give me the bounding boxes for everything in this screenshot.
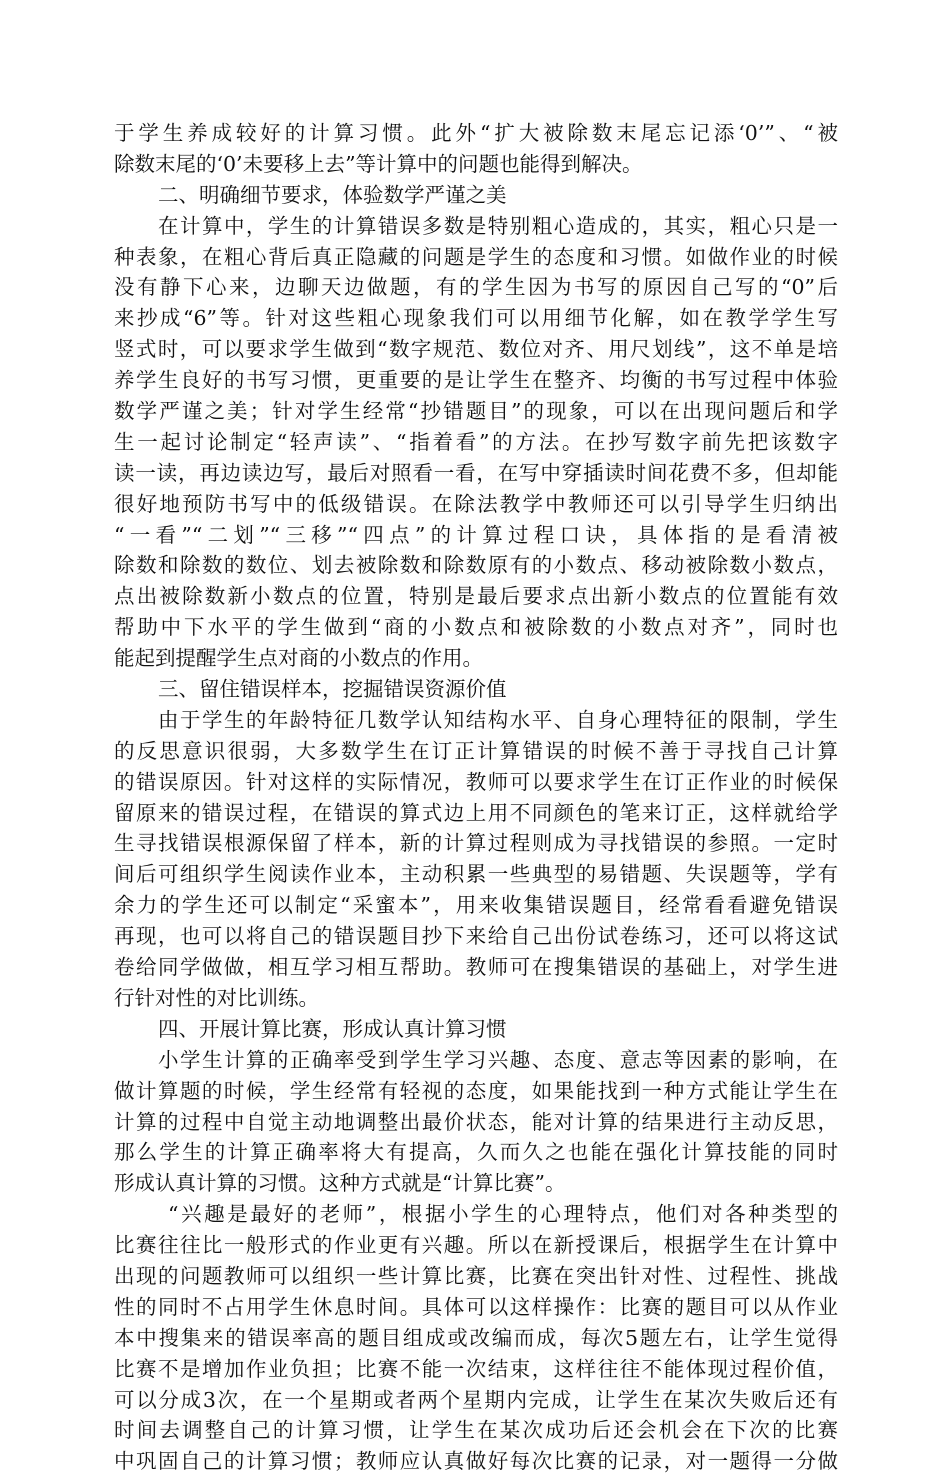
text-line: 再现，也可以将自己的错误题目抄下来给自己出份试卷练习，还可以将这试 bbox=[114, 924, 838, 949]
text-line: 的反思意识很弱，大多数学生在订正计算错误的时候不善于寻找自己计算 bbox=[114, 738, 838, 763]
document-page bbox=[114, 118, 838, 1477]
text-line: 行针对性的对比训练。 bbox=[114, 985, 319, 1010]
text-line: 在计算中，学生的计算错误多数是特别粗心造成的，其实，粗心只是一 bbox=[158, 213, 838, 238]
text-line: 小学生计算的正确率受到学生学习兴趣、态度、意志等因素的影响，在 bbox=[158, 1047, 838, 1072]
text-line: 除数和除数的数位、划去被除数和除数原有的小数点、移动被除数小数点， bbox=[114, 553, 838, 578]
text-line: 生一起讨论制定“轻声读”、“指着看”的方法。在抄写数字前先把该数字 bbox=[114, 429, 838, 454]
text-line: 留原来的错误过程，在错误的算式边上用不同颜色的笔来订正，这样就给学 bbox=[114, 800, 838, 825]
text-line: 出现的问题教师可以组织一些计算比赛，比赛在突出针对性、过程性、挑战 bbox=[114, 1263, 838, 1288]
text-line: 帮助中下水平的学生做到“商的小数点和被除数的小数点对齐”，同时也 bbox=[114, 615, 838, 640]
text-line: 的错误原因。针对这样的实际情况，教师可以要求学生在订正作业的时候保 bbox=[114, 769, 838, 794]
text-line: 种表象，在粗心背后真正隐藏的问题是学生的态度和习惯。如做作业的时候 bbox=[114, 244, 838, 269]
text-line: 可以分成3次，在一个星期或者两个星期内完成，让学生在某次失败后还有 bbox=[114, 1387, 838, 1412]
section-heading: 四、开展计算比赛，形成认真计算习惯 bbox=[158, 1016, 507, 1041]
paragraph bbox=[114, 1199, 838, 1477]
paragraph bbox=[114, 705, 838, 1014]
text-line: 于学生养成较好的计算习惯。此外“扩大被除数末尾忘记添‘0’”、“被 bbox=[114, 121, 838, 145]
text-line: 间后可组织学生阅读作业本，主动积累一些典型的易错题、失误题等，学有 bbox=[114, 862, 838, 887]
text-line: 比赛往往比一般形式的作业更有兴趣。所以在新授课后，根据学生在计算中 bbox=[114, 1233, 838, 1258]
text-line: 本中搜集来的错误率高的题目组成或改编而成，每次5题左右，让学生觉得 bbox=[114, 1325, 838, 1350]
text-line: 余力的学生还可以制定“采蜜本”，用来收集错误题目，经常看看避免错误 bbox=[114, 893, 838, 918]
text-line: 计算的过程中自觉主动地调整出最价状态，能对计算的结果进行主动反思， bbox=[114, 1109, 838, 1134]
text-line: 时间去调整自己的计算习惯，让学生在某次成功后还会机会在下次的比赛 bbox=[114, 1418, 838, 1443]
text-line: 除数末尾的‘0’未要移上去”等计算中的问题也能得到解决。 bbox=[114, 151, 643, 176]
paragraph bbox=[114, 211, 838, 674]
text-line: 性的同时不占用学生休息时间。具体可以这样操作：比赛的题目可以从作业 bbox=[114, 1294, 838, 1319]
text-line: 读一读，再边读边写，最后对照看一看，在写中穿插读时间花费不多，但却能 bbox=[114, 460, 838, 485]
text-line: 竖式时，可以要求学生做到“数字规范、数位对齐、用尺划线”，这不单是培 bbox=[114, 337, 838, 362]
text-line: 由于学生的年龄特征几数学认知结构水平、自身心理特征的限制，学生 bbox=[158, 707, 838, 732]
text-line: “一看”“二划”“三移”“四点”的计算过程口诀，具体指的是看清被 bbox=[114, 522, 838, 547]
text-line: “兴趣是最好的老师”，根据小学生的心理特点，他们对各种类型的 bbox=[168, 1202, 838, 1227]
text-line: 数学严谨之美；针对学生经常“抄错题目”的现象，可以在出现问题后和学 bbox=[114, 399, 838, 424]
text-line: 中巩固自己的计算习惯；教师应认真做好每次比赛的记录，对一题得一分做 bbox=[114, 1449, 838, 1474]
section-heading: 二、明确细节要求，体验数学严谨之美 bbox=[158, 182, 507, 207]
text-line: 形成认真计算的习惯。这种方式就是“计算比赛”。 bbox=[114, 1171, 566, 1196]
paragraph bbox=[114, 1045, 838, 1199]
text-line: 点出被除数新小数点的位置，特别是最后要求点出新小数点的位置能有效 bbox=[114, 584, 838, 609]
text-line: 卷给同学做做，相互学习相互帮助。教师可在搜集错误的基础上，对学生进 bbox=[114, 955, 838, 980]
text-line: 生寻找错误根源保留了样本，新的计算过程则成为寻找错误的参照。一定时 bbox=[114, 831, 838, 856]
text-line: 能起到提醒学生点对商的小数点的作用。 bbox=[114, 646, 483, 671]
text-line: 来抄成“6”等。针对这些粗心现象我们可以用细节化解，如在教学学生写 bbox=[114, 306, 838, 331]
paragraph bbox=[114, 118, 838, 180]
text-line: 比赛不是增加作业负担；比赛不能一次结束，这样往往不能体现过程价值， bbox=[114, 1356, 838, 1381]
text-line: 做计算题的时候，学生经常有轻视的态度，如果能找到一种方式能让学生在 bbox=[114, 1078, 838, 1103]
section-heading: 三、留住错误样本，挖掘错误资源价值 bbox=[158, 677, 507, 702]
text-line: 养学生良好的书写习惯，更重要的是让学生在整齐、均衡的书写过程中体验 bbox=[114, 368, 838, 393]
text-line: 很好地预防书写中的低级错误。在除法教学中教师还可以引导学生归纳出 bbox=[114, 491, 838, 516]
text-line: 那么学生的计算正确率将大有提高，久而久之也能在强化计算技能的同时 bbox=[114, 1140, 838, 1165]
text-line: 没有静下心来，边聊天边做题，有的学生因为书写的原因自己写的“0”后 bbox=[114, 275, 838, 300]
